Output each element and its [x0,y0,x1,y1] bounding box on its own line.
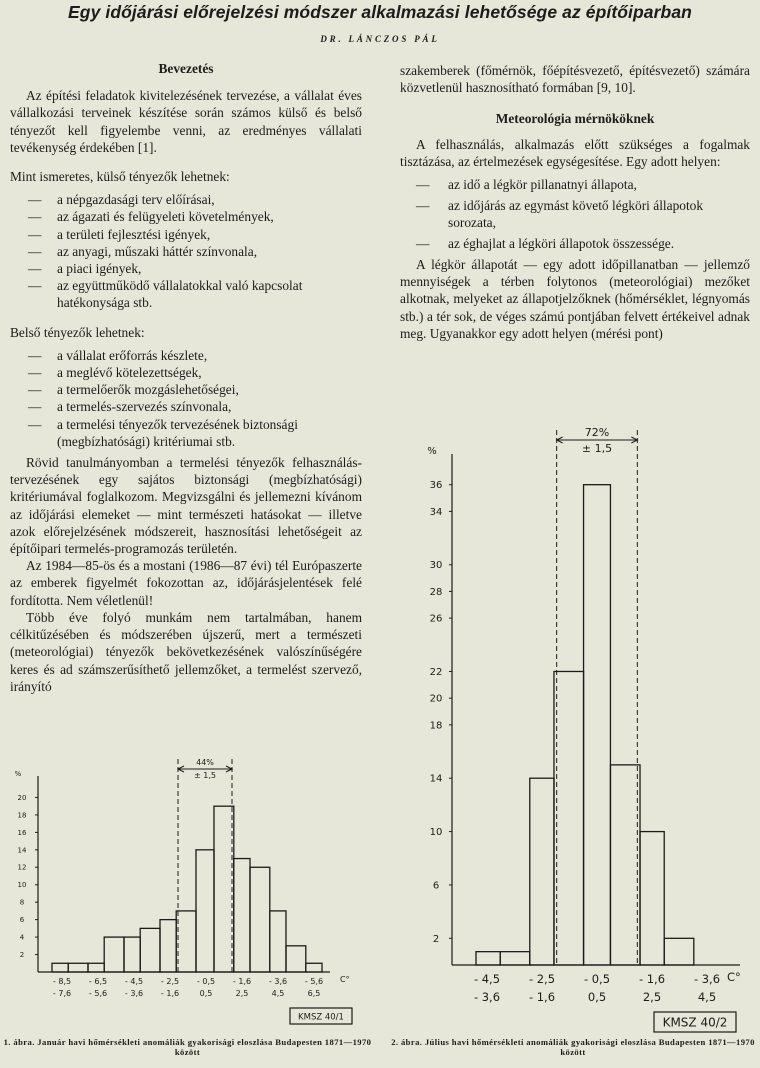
histogram-bar [306,963,322,972]
figure-2-july-histogram [380,420,760,1035]
article-title: Egy időjárási előrejelzési módszer alkalmazási lehetősége az építőiparban [68,2,692,22]
y-tick-label: 6 [432,880,440,892]
x-tick-label-upper: - 6,5 [88,977,108,986]
x-tick-label-upper: - 0,5 [583,972,611,986]
y-tick-label: 18 [429,720,443,732]
x-tick-label-upper: - 5,6 [304,977,324,986]
y-tick-label: 2 [432,933,440,945]
histogram-bar [640,832,664,965]
histogram-bar [610,765,640,965]
x-tick-label-lower: - 3,6 [124,989,144,998]
paragraph: A légkör állapotát — egy adott időpillanatban — jellemző mennyiségek a térben folytonos (meteorológiai) mezőket alkotnak, melyeket az állapotjelzőknek (hőmérséklet, légnyomás stb.) a tér sok, de véges számú pontjában felvett értékeivel adnak meg. Ugyanakkor egy adott helyen (mérési pont) [400,257,750,341]
list-item: — a népgazdasági terv előírásai, [28,191,362,208]
histogram-bar [104,937,124,972]
y-tick-label: 6 [19,916,25,925]
histogram-bar [160,920,176,972]
histogram-bar [234,859,250,972]
histogram-bar [270,911,286,972]
figure-1-january-histogram [0,750,380,1035]
x-tick-label-upper: - 2,5 [160,977,180,986]
y-tick-label: 14 [429,773,443,785]
y-tick-label: 2 [19,950,25,959]
x-tick-label-lower: 4,5 [271,989,285,998]
y-tick-label: 26 [429,613,443,625]
x-tick-label-lower: - 7,6 [52,989,72,998]
paragraph: Rövid tanulmányomban a termelési tényezők felhasználás-tervezésének egy sajátos biztonsági (megbízhatósági) kritériumával foglalkozom. Megvizsgálni és jellemezni kívánom az időjárási elemeket — mint természeti hatásokat — illetve azok előrejelzésének módszereit, hasznosítási lehetőségeit az építőipari termelés-programozás területén. [10,455,362,557]
article-author: DR. LÁNCZOS PÁL [320,34,440,44]
stamp-label: KMSZ 40/1 [298,1012,344,1023]
y-tick-label: 30 [429,560,443,572]
y-tick-label: 20 [429,693,443,705]
paragraph: szakemberek (főmérnök, főépítésvezető, építésvezető) számára közvetlenül hasznosítható formában [9, 10]. [400,63,750,96]
histogram-chart [380,420,760,1035]
x-tick-label-lower: - 5,6 [88,989,108,998]
list-item: — az időjárás az egymást követő légköri állapotok sorozata, [416,197,750,231]
histogram-bar [530,778,554,965]
y-tick-label: 22 [429,666,443,678]
list-item: — az éghajlat a légköri állapotok összessége. [416,235,750,252]
y-tick-label: 16 [17,828,27,837]
paragraph: Belső tényezők lehetnek: [10,324,145,340]
y-axis-unit-label: % [427,446,437,457]
list-item: — a termelési tényezők tervezésének biztonsági (megbízhatósági) kritériumai stb. [28,416,362,450]
range-percent-label: 72% [584,426,610,439]
y-tick-label: 28 [429,586,443,598]
left-column [10,60,362,695]
x-tick-label-lower: - 1,6 [528,990,556,1004]
y-tick-label: 8 [19,898,25,907]
x-tick-label-lower: 0,5 [587,990,607,1004]
y-tick-label: 36 [429,480,443,492]
range-interval-label: ± 1,5 [194,771,216,780]
list-item: — a vállalat erőforrás készlete, [28,347,362,364]
stamp-label: KMSZ 40/2 [662,1015,728,1030]
definitions-list [400,176,750,252]
figure-2-caption: 2. ábra. Július havi hőmérsékleti anomáliák gyakorisági eloszlása Budapesten 1871—1970 között [391,1037,755,1057]
y-tick-label: 12 [17,863,27,872]
y-tick-label: 10 [429,827,443,839]
histogram-bar [140,928,160,972]
y-tick-label: 20 [17,793,27,802]
histogram-bar [554,671,584,965]
x-tick-label-lower: 2,5 [642,990,662,1004]
list-item: — a termelés-szervezés színvonala, [28,398,362,415]
x-tick-label-upper: - 1,6 [232,977,252,986]
paragraph: A felhasználás, alkalmazás előtt szükséges a fogalmak tisztázása, az értelmezések egységesítése. Egy adott helyen: [400,136,750,169]
histogram-bar [476,952,500,965]
y-tick-label: 34 [429,506,443,518]
x-tick-label-upper: - 3,6 [693,972,721,986]
range-percent-label: 44% [196,758,214,767]
y-tick-label: 18 [17,811,27,820]
external-factors-list [10,191,362,311]
x-tick-label-upper: - 8,5 [52,977,72,986]
y-axis-unit-label: % [14,770,22,778]
y-tick-label: 14 [17,846,27,855]
x-tick-label-lower: 0,5 [199,989,213,998]
list-item: — a meglévő kötelezettségek, [28,364,362,381]
histogram-bar [52,963,68,972]
section-heading-meteorology: Meteorológia mérnököknek [495,111,655,127]
list-item: — a területi fejlesztési igények, [28,226,362,243]
histogram-bar [664,938,694,965]
histogram-chart [0,750,380,1035]
range-interval-label: ± 1,5 [581,442,613,455]
x-axis-unit-label: C° [727,970,741,984]
x-tick-label-lower: - 1,6 [160,989,180,998]
histogram-bar [124,937,140,972]
x-tick-label-upper: - 2,5 [528,972,556,986]
x-tick-label-upper: - 3,6 [268,977,288,986]
paragraph: Az építési feladatok kivitelezésének tervezése, a vállalat éves vállalkozási terveinek készítése során számos külső és belső tényezőt kell figyelembe venni, az eredményes vállalati tevékenység érdekében [1]. [10,88,362,155]
paragraph: Az 1984—85-ös és a mostani (1986—87 évi) tél Európaszerte az emberek figyelmét fokozottan az, időjárásjelentések felé fordította. Nem véletlenül! [10,558,362,608]
histogram-bar [214,806,234,972]
x-tick-label-upper: - 0,5 [196,977,216,986]
x-tick-label-upper: - 4,5 [473,972,501,986]
histogram-bar [584,485,611,965]
x-tick-label-upper: - 1,6 [638,972,666,986]
histogram-bar [250,867,270,972]
histogram-bar [176,911,196,972]
section-heading-introduction: Bevezetés [158,61,214,76]
list-item: — a piaci igények, [28,260,362,277]
histogram-bar [196,850,214,972]
list-item: — az együttműködő vállalatokkal való kapcsolat hatékonysága stb. [28,277,362,311]
histogram-bar [500,952,530,965]
x-tick-label-lower: 6,5 [307,989,321,998]
x-tick-label-lower: 4,5 [697,990,717,1004]
x-tick-label-lower: 2,5 [235,989,249,998]
histogram-bar [286,946,306,972]
x-tick-label-lower: - 3,6 [473,990,501,1004]
x-axis-unit-label: C° [340,975,350,984]
paragraph: Több éve folyó munkám nem tartalmában, hanem célkitűzésében és módszerében újszerű, mert a természeti (meteorológiai) tényezők bekövetkezésének valószínűségére keres és ad számszerűsíthető jellemzőket, a termelést szervező, irányító [10,609,362,694]
list-item: — a termelőerők mozgáslehetőségei, [28,381,362,398]
right-column [400,62,750,342]
list-item: — az ágazati és felügyeleti követelmények, [28,208,362,225]
histogram-bar [88,963,104,972]
list-item: — az anyagi, műszaki háttér színvonala, [28,243,362,260]
internal-factors-list [10,347,362,450]
histogram-bar [68,963,88,972]
y-tick-label: 10 [17,881,27,890]
figure-1-caption: 1. ábra. Január havi hőmérsékleti anomáliák gyakorisági eloszlása Budapesten 1871—1970 között [3,1037,372,1057]
y-tick-label: 4 [19,933,25,942]
list-item: — az idő a légkör pillanatnyi állapota, [416,176,750,193]
paragraph: Mint ismeretes, külső tényezők lehetnek: [10,169,230,185]
x-tick-label-upper: - 4,5 [124,977,144,986]
